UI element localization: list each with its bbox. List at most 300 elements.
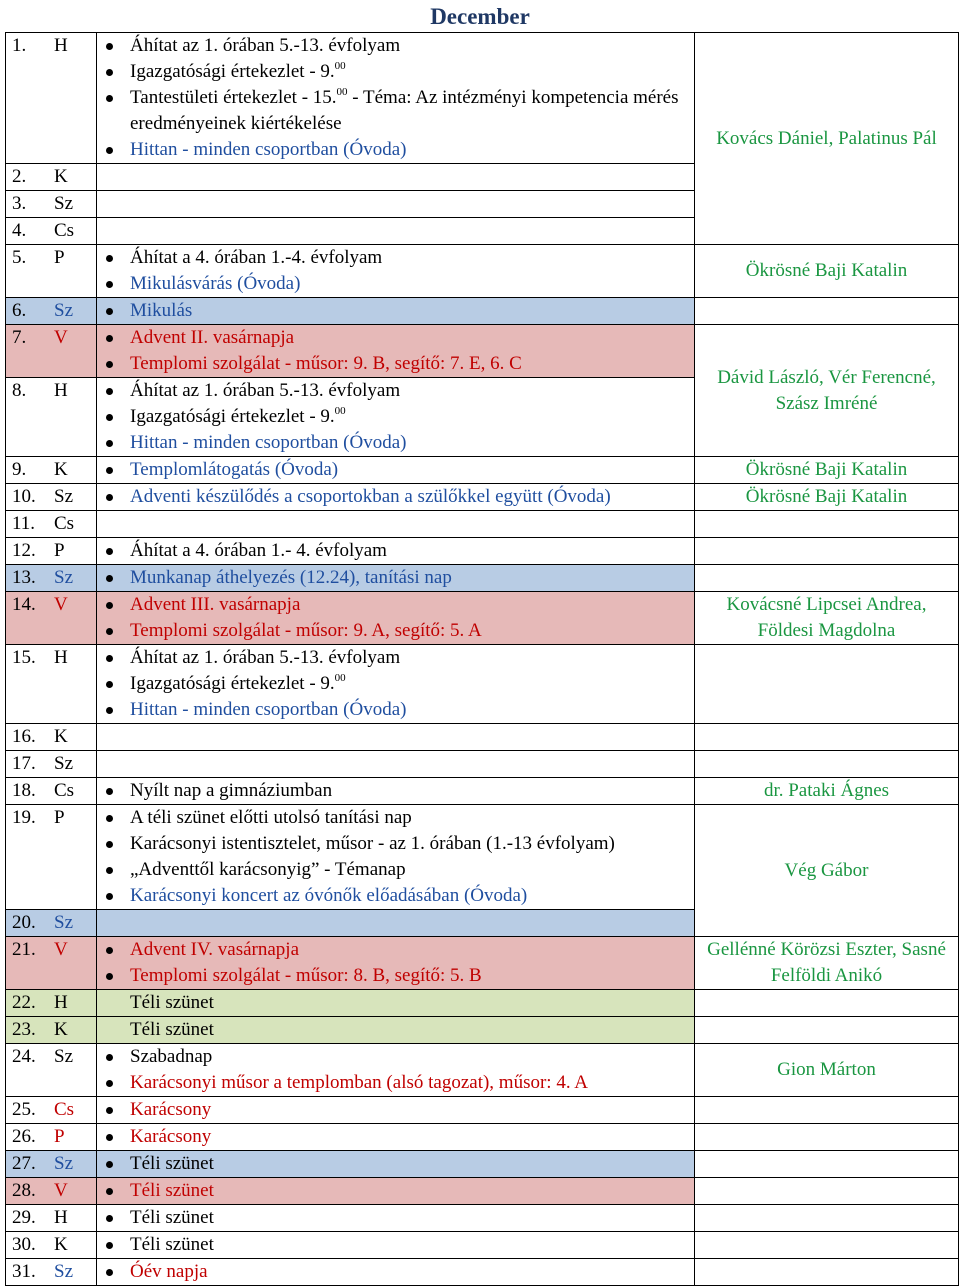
day-cell bbox=[6, 218, 97, 245]
event-item bbox=[97, 404, 694, 430]
events-cell bbox=[97, 724, 695, 751]
responsible-cell bbox=[695, 1151, 959, 1178]
december-calendar-table bbox=[5, 32, 959, 1286]
calendar-row bbox=[6, 325, 959, 378]
day-of-week: H bbox=[54, 992, 68, 1013]
calendar-row bbox=[6, 538, 959, 565]
event-item bbox=[97, 565, 694, 591]
day-cell bbox=[6, 511, 97, 538]
day-of-week: Sz bbox=[54, 486, 73, 507]
bullet-icon bbox=[106, 681, 113, 688]
bullet-icon bbox=[106, 867, 113, 874]
event-item bbox=[97, 1178, 694, 1204]
responsible-person: Ökrösné Baji Katalin bbox=[745, 486, 908, 507]
event-text: Adventi készülődés a csoportokban a szülőkkel együtt (Óvoda) bbox=[130, 486, 611, 507]
bullet-icon bbox=[106, 335, 113, 342]
day-cell bbox=[6, 1097, 97, 1124]
day-number: 9. bbox=[12, 459, 27, 480]
day-of-week: P bbox=[54, 807, 65, 828]
event-item bbox=[97, 457, 694, 483]
calendar-row bbox=[6, 565, 959, 592]
event-text: Igazgatósági értekezlet - 9.00 bbox=[130, 405, 346, 427]
bullet-icon bbox=[106, 841, 113, 848]
day-cell bbox=[6, 592, 97, 645]
events-cell bbox=[97, 1205, 695, 1232]
bullet-icon bbox=[106, 1242, 113, 1249]
responsible-cell bbox=[695, 645, 959, 724]
day-of-week: P bbox=[54, 540, 65, 561]
calendar-row bbox=[6, 1044, 959, 1097]
calendar-row bbox=[6, 1017, 959, 1044]
day-cell bbox=[6, 164, 97, 191]
event-text: „Adventtől karácsonyig” - Témanap bbox=[130, 859, 406, 880]
day-of-week: V bbox=[54, 327, 68, 348]
events-cell bbox=[97, 1017, 695, 1044]
day-of-week: Sz bbox=[54, 1046, 73, 1067]
event-text: Karácsonyi istentisztelet, műsor - az 1. órában (1.-13 évfolyam) bbox=[130, 833, 615, 854]
day-cell bbox=[6, 245, 97, 298]
bullet-icon bbox=[106, 602, 113, 609]
responsible-cell bbox=[695, 1124, 959, 1151]
events-cell bbox=[97, 1097, 695, 1124]
day-cell bbox=[6, 1151, 97, 1178]
event-item bbox=[97, 59, 694, 85]
responsible-cell bbox=[695, 511, 959, 538]
calendar-row bbox=[6, 1097, 959, 1124]
day-cell bbox=[6, 937, 97, 990]
calendar-row bbox=[6, 298, 959, 325]
day-number: 16. bbox=[12, 726, 36, 747]
day-number: 22. bbox=[12, 992, 36, 1013]
day-number: 12. bbox=[12, 540, 36, 561]
day-cell bbox=[6, 33, 97, 164]
day-of-week: Sz bbox=[54, 1261, 73, 1282]
events-cell bbox=[97, 592, 695, 645]
day-of-week: Sz bbox=[54, 912, 73, 933]
calendar-row bbox=[6, 724, 959, 751]
event-item bbox=[97, 538, 694, 564]
calendar-row bbox=[6, 1151, 959, 1178]
bullet-icon bbox=[106, 1269, 113, 1276]
day-number: 10. bbox=[12, 486, 36, 507]
day-cell bbox=[6, 805, 97, 910]
calendar-row bbox=[6, 511, 959, 538]
day-number: 11. bbox=[12, 513, 36, 534]
responsible-cell bbox=[695, 325, 959, 457]
calendar-row bbox=[6, 245, 959, 298]
day-of-week: P bbox=[54, 247, 65, 268]
event-text: Áhítat az 1. órában 5.-13. évfolyam bbox=[130, 647, 401, 668]
events-cell bbox=[97, 1178, 695, 1205]
events-cell bbox=[97, 538, 695, 565]
day-of-week: Cs bbox=[54, 513, 75, 534]
responsible-person: Ökrösné Baji Katalin bbox=[745, 260, 908, 281]
day-cell bbox=[6, 724, 97, 751]
day-of-week: Sz bbox=[54, 193, 73, 214]
day-cell bbox=[6, 1205, 97, 1232]
day-cell bbox=[6, 325, 97, 378]
event-text: Téli szünet bbox=[130, 1207, 214, 1228]
event-text: Áhítat az 1. órában 5.-13. évfolyam bbox=[130, 380, 401, 401]
event-text: Áhítat a 4. órában 1.- 4. évfolyam bbox=[130, 540, 387, 561]
bullet-icon bbox=[106, 1054, 113, 1061]
calendar-row bbox=[6, 457, 959, 484]
event-text: Óév napja bbox=[130, 1261, 208, 1282]
events-cell bbox=[97, 484, 695, 511]
day-cell bbox=[6, 457, 97, 484]
event-text: Templomi szolgálat - műsor: 8. B, segítő: 5. B bbox=[130, 965, 482, 986]
event-item bbox=[97, 697, 694, 723]
day-number: 31. bbox=[12, 1261, 36, 1282]
calendar-row bbox=[6, 1178, 959, 1205]
day-number: 24. bbox=[12, 1046, 36, 1067]
responsible-person: Ökrösné Baji Katalin bbox=[745, 459, 908, 480]
responsible-cell bbox=[695, 937, 959, 990]
event-item bbox=[97, 778, 694, 804]
responsible-cell bbox=[695, 592, 959, 645]
bullet-icon bbox=[106, 43, 113, 50]
day-cell bbox=[6, 1017, 97, 1044]
calendar-row bbox=[6, 33, 959, 164]
responsible-cell bbox=[695, 1044, 959, 1097]
event-item bbox=[97, 990, 694, 1016]
event-text: Advent IV. vasárnapja bbox=[130, 939, 300, 960]
calendar-row bbox=[6, 592, 959, 645]
day-of-week: Sz bbox=[54, 567, 73, 588]
events-cell bbox=[97, 1259, 695, 1286]
day-cell bbox=[6, 751, 97, 778]
day-of-week: K bbox=[54, 726, 68, 747]
event-text: Hittan - minden csoportban (Óvoda) bbox=[130, 139, 407, 160]
events-cell bbox=[97, 990, 695, 1017]
day-number: 13. bbox=[12, 567, 36, 588]
events-cell bbox=[97, 191, 695, 218]
day-number: 5. bbox=[12, 247, 27, 268]
calendar-row bbox=[6, 805, 959, 910]
events-cell bbox=[97, 751, 695, 778]
bullet-icon bbox=[106, 655, 113, 662]
event-text: Templomi szolgálat - műsor: 9. A, segítő: 5. A bbox=[130, 620, 482, 641]
responsible-cell bbox=[695, 1232, 959, 1259]
calendar-row bbox=[6, 1232, 959, 1259]
responsible-cell bbox=[695, 565, 959, 592]
bullet-icon bbox=[106, 1188, 113, 1195]
events-cell bbox=[97, 457, 695, 484]
event-item bbox=[97, 592, 694, 618]
calendar-row bbox=[6, 778, 959, 805]
day-of-week: K bbox=[54, 1019, 68, 1040]
responsible-person: Kovácsné Lipcsei Andrea, Földesi Magdolna bbox=[726, 594, 927, 641]
event-item bbox=[97, 1124, 694, 1150]
day-of-week: Cs bbox=[54, 1099, 75, 1120]
responsible-person: Kovács Dániel, Palatinus Pál bbox=[716, 127, 937, 149]
day-cell bbox=[6, 645, 97, 724]
events-cell bbox=[97, 218, 695, 245]
day-of-week: V bbox=[54, 1180, 68, 1201]
event-item bbox=[97, 1259, 694, 1285]
event-text: Karácsonyi műsor a templomban (alsó tagozat), műsor: 4. A bbox=[130, 1072, 589, 1093]
event-item bbox=[97, 805, 694, 831]
events-cell bbox=[97, 1232, 695, 1259]
event-item bbox=[97, 484, 694, 510]
events-cell bbox=[97, 1044, 695, 1097]
event-item bbox=[97, 325, 694, 351]
responsible-person: Dávid László, Vér Ferencné, Szász Imréné bbox=[717, 366, 936, 414]
day-of-week: H bbox=[54, 1207, 68, 1228]
responsible-cell bbox=[695, 990, 959, 1017]
day-of-week: K bbox=[54, 1234, 68, 1255]
bullet-icon bbox=[106, 388, 113, 395]
bullet-icon bbox=[106, 414, 113, 421]
event-item bbox=[97, 430, 694, 456]
day-of-week: Cs bbox=[54, 220, 75, 241]
bullet-icon bbox=[106, 707, 113, 714]
bullet-icon bbox=[106, 361, 113, 368]
bullet-icon bbox=[106, 255, 113, 262]
event-item bbox=[97, 33, 694, 59]
day-of-week: P bbox=[54, 1126, 65, 1147]
day-of-week: H bbox=[54, 380, 68, 401]
responsible-cell bbox=[695, 33, 959, 245]
event-text: Hittan - minden csoportban (Óvoda) bbox=[130, 699, 407, 720]
responsible-cell bbox=[695, 724, 959, 751]
day-of-week: H bbox=[54, 35, 68, 56]
bullet-icon bbox=[106, 1134, 113, 1141]
events-cell bbox=[97, 1124, 695, 1151]
events-cell bbox=[97, 298, 695, 325]
events-cell bbox=[97, 805, 695, 910]
bullet-icon bbox=[106, 1080, 113, 1087]
responsible-person: Gion Márton bbox=[777, 1059, 876, 1080]
events-cell bbox=[97, 910, 695, 937]
calendar-row bbox=[6, 1124, 959, 1151]
day-number: 29. bbox=[12, 1207, 36, 1228]
events-cell bbox=[97, 511, 695, 538]
day-number: 8. bbox=[12, 380, 27, 401]
day-number: 25. bbox=[12, 1099, 36, 1120]
day-number: 15. bbox=[12, 647, 36, 668]
bullet-icon bbox=[106, 1215, 113, 1222]
events-cell bbox=[97, 164, 695, 191]
responsible-cell bbox=[695, 778, 959, 805]
day-cell bbox=[6, 1044, 97, 1097]
day-of-week: V bbox=[54, 939, 68, 960]
responsible-person: Gellénné Körözsi Eszter, Sasné Felföldi Anikó bbox=[707, 939, 946, 986]
responsible-cell bbox=[695, 457, 959, 484]
day-number: 7. bbox=[12, 327, 27, 348]
day-cell bbox=[6, 565, 97, 592]
calendar-row bbox=[6, 645, 959, 724]
events-cell bbox=[97, 937, 695, 990]
page-title: December bbox=[430, 4, 530, 29]
event-text: Téli szünet bbox=[130, 992, 214, 1013]
event-text: Téli szünet bbox=[130, 1234, 214, 1255]
events-cell bbox=[97, 645, 695, 724]
responsible-person: Vég Gábor bbox=[784, 859, 869, 881]
bullet-icon bbox=[106, 147, 113, 154]
event-text: Karácsony bbox=[130, 1126, 212, 1147]
event-text: Nyílt nap a gimnáziumban bbox=[130, 780, 333, 801]
events-cell bbox=[97, 778, 695, 805]
day-number: 30. bbox=[12, 1234, 36, 1255]
calendar-row bbox=[6, 990, 959, 1017]
event-text: Szabadnap bbox=[130, 1046, 213, 1067]
day-number: 27. bbox=[12, 1153, 36, 1174]
calendar-row bbox=[6, 1259, 959, 1286]
event-item bbox=[97, 245, 694, 271]
responsible-cell bbox=[695, 245, 959, 298]
bullet-icon bbox=[106, 788, 113, 795]
responsible-cell bbox=[695, 805, 959, 937]
event-text: Karácsony bbox=[130, 1099, 212, 1120]
event-text: A téli szünet előtti utolsó tanítási nap bbox=[130, 807, 412, 828]
event-item bbox=[97, 271, 694, 297]
day-cell bbox=[6, 1232, 97, 1259]
day-number: 2. bbox=[12, 166, 27, 187]
event-item bbox=[97, 1070, 694, 1096]
day-number: 28. bbox=[12, 1180, 36, 1201]
event-text: Igazgatósági értekezlet - 9.00 bbox=[130, 672, 346, 694]
event-item bbox=[97, 1097, 694, 1123]
bullet-icon bbox=[106, 815, 113, 822]
day-number: 14. bbox=[12, 594, 36, 615]
event-text: Advent III. vasárnapja bbox=[130, 594, 301, 615]
day-number: 1. bbox=[12, 35, 27, 56]
bullet-icon bbox=[106, 95, 113, 102]
day-cell bbox=[6, 1178, 97, 1205]
event-item bbox=[97, 137, 694, 163]
event-text: Templomi szolgálat - műsor: 9. B, segítő: 7. E, 6. C bbox=[130, 353, 522, 374]
day-number: 23. bbox=[12, 1019, 36, 1040]
event-item bbox=[97, 831, 694, 857]
responsible-cell bbox=[695, 484, 959, 511]
day-number: 6. bbox=[12, 300, 27, 321]
event-text: Téli szünet bbox=[130, 1153, 214, 1174]
events-cell bbox=[97, 245, 695, 298]
day-cell bbox=[6, 1259, 97, 1286]
bullet-icon bbox=[106, 494, 113, 501]
event-item bbox=[97, 1232, 694, 1258]
bullet-icon bbox=[106, 1161, 113, 1168]
event-text: Mikulás bbox=[130, 300, 193, 321]
event-text: Tantestületi értekezlet - 15.00 - Téma: Az intézményi kompetencia mérés eredményeinek kiértékelése bbox=[130, 86, 679, 134]
day-of-week: Sz bbox=[54, 300, 73, 321]
day-number: 21. bbox=[12, 939, 36, 960]
event-item bbox=[97, 351, 694, 377]
responsible-cell bbox=[695, 298, 959, 325]
event-item bbox=[97, 1044, 694, 1070]
responsible-cell bbox=[695, 1178, 959, 1205]
day-cell bbox=[6, 990, 97, 1017]
event-text: Munkanap áthelyezés (12.24), tanítási nap bbox=[130, 567, 452, 588]
events-cell bbox=[97, 33, 695, 164]
bullet-icon bbox=[106, 440, 113, 447]
event-item bbox=[97, 85, 694, 137]
bullet-icon bbox=[106, 1107, 113, 1114]
bullet-icon bbox=[106, 947, 113, 954]
day-number: 3. bbox=[12, 193, 27, 214]
day-cell bbox=[6, 778, 97, 805]
day-cell bbox=[6, 298, 97, 325]
event-text: Mikulásvárás (Óvoda) bbox=[130, 273, 301, 294]
event-item bbox=[97, 645, 694, 671]
responsible-cell bbox=[695, 751, 959, 778]
day-number: 4. bbox=[12, 220, 27, 241]
event-item bbox=[97, 298, 694, 324]
bullet-icon bbox=[106, 893, 113, 900]
bullet-icon bbox=[106, 281, 113, 288]
day-of-week: K bbox=[54, 166, 68, 187]
events-cell bbox=[97, 378, 695, 457]
calendar-row bbox=[6, 937, 959, 990]
event-text: Advent II. vasárnapja bbox=[130, 327, 295, 348]
day-of-week: H bbox=[54, 647, 68, 668]
day-number: 19. bbox=[12, 807, 36, 828]
event-text: Karácsonyi koncert az óvónők előadásában (Óvoda) bbox=[130, 885, 528, 906]
responsible-cell bbox=[695, 1259, 959, 1286]
day-number: 26. bbox=[12, 1126, 36, 1147]
event-item bbox=[97, 378, 694, 404]
bullet-icon bbox=[106, 575, 113, 582]
events-cell bbox=[97, 325, 695, 378]
event-item bbox=[97, 963, 694, 989]
event-text: Templomlátogatás (Óvoda) bbox=[130, 459, 339, 480]
day-cell bbox=[6, 191, 97, 218]
events-cell bbox=[97, 565, 695, 592]
day-of-week: Sz bbox=[54, 753, 73, 774]
day-number: 18. bbox=[12, 780, 36, 801]
responsible-cell bbox=[695, 538, 959, 565]
day-of-week: Cs bbox=[54, 780, 75, 801]
responsible-cell bbox=[695, 1205, 959, 1232]
event-item bbox=[97, 1151, 694, 1177]
event-text: Igazgatósági értekezlet - 9.00 bbox=[130, 60, 346, 82]
event-item bbox=[97, 1017, 694, 1043]
event-text: Téli szünet bbox=[130, 1019, 214, 1040]
responsible-person: dr. Pataki Ágnes bbox=[763, 780, 890, 801]
event-item bbox=[97, 857, 694, 883]
day-cell bbox=[6, 1124, 97, 1151]
responsible-cell bbox=[695, 1017, 959, 1044]
calendar-row bbox=[6, 484, 959, 511]
event-item bbox=[97, 671, 694, 697]
day-cell bbox=[6, 538, 97, 565]
bullet-icon bbox=[106, 467, 113, 474]
event-item bbox=[97, 1205, 694, 1231]
event-text: Áhítat a 4. órában 1.-4. évfolyam bbox=[130, 247, 383, 268]
day-of-week: K bbox=[54, 459, 68, 480]
bullet-icon bbox=[106, 548, 113, 555]
event-item bbox=[97, 883, 694, 909]
bullet-icon bbox=[106, 973, 113, 980]
responsible-cell bbox=[695, 1097, 959, 1124]
day-of-week: Sz bbox=[54, 1153, 73, 1174]
event-text: Áhítat az 1. órában 5.-13. évfolyam bbox=[130, 35, 401, 56]
day-number: 20. bbox=[12, 912, 36, 933]
day-cell bbox=[6, 378, 97, 457]
bullet-icon bbox=[106, 628, 113, 635]
events-cell bbox=[97, 1151, 695, 1178]
bullet-icon bbox=[106, 69, 113, 76]
calendar-row bbox=[6, 751, 959, 778]
event-item bbox=[97, 618, 694, 644]
event-text: Téli szünet bbox=[130, 1180, 214, 1201]
day-cell bbox=[6, 484, 97, 511]
day-cell bbox=[6, 910, 97, 937]
calendar-row bbox=[6, 1205, 959, 1232]
event-text: Hittan - minden csoportban (Óvoda) bbox=[130, 432, 407, 453]
bullet-icon bbox=[106, 308, 113, 315]
